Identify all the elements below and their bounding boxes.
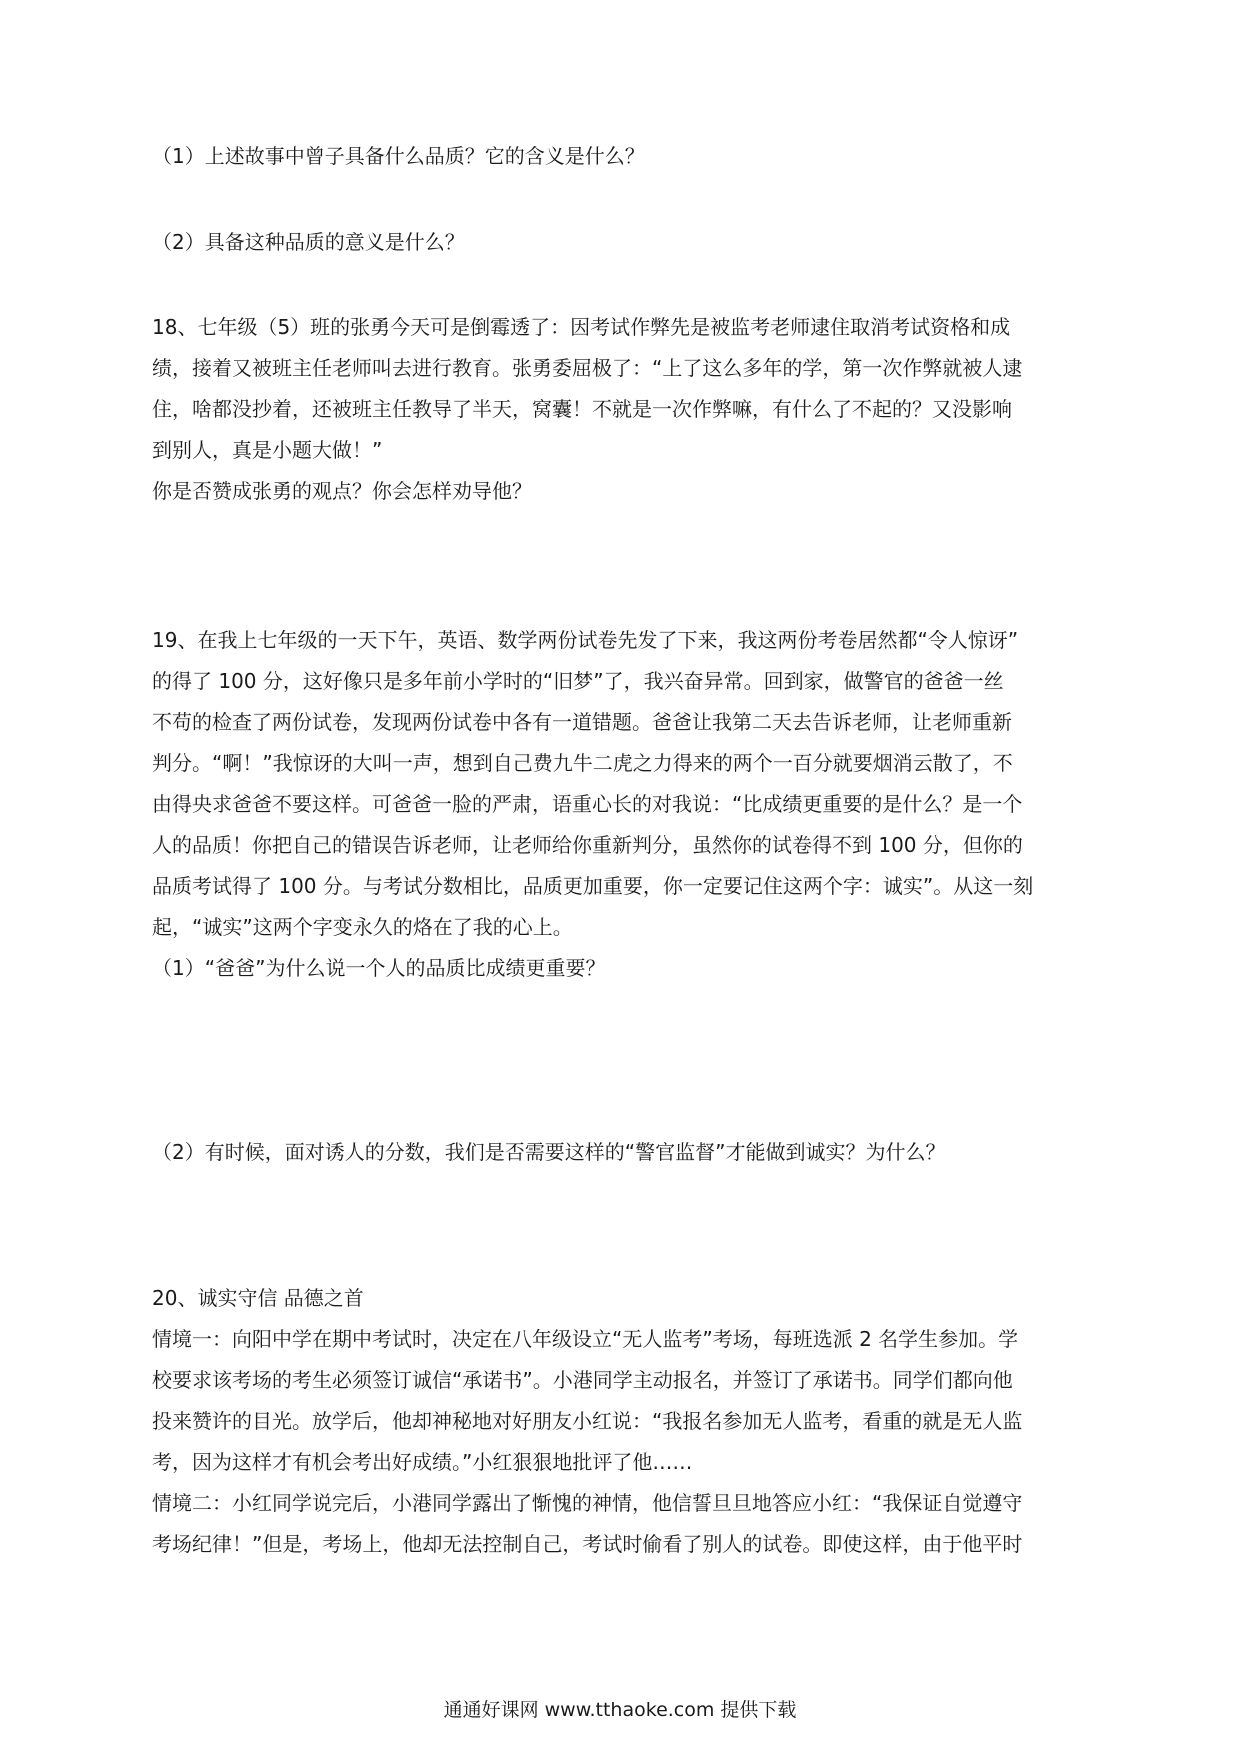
q19-line: 起，“诚实”这两个字变永久的烙在了我的心上。 (152, 915, 573, 939)
q19-passage (152, 620, 1102, 989)
q20-line: 考场纪律！”但是，考场上，他却无法控制自己，考试时偷看了别人的试卷。即使这样，由于他平时 (152, 1532, 1023, 1556)
q18-line: 18、七年级（5）班的张勇今天可是倒霉透了：因考试作弊先是被监考老师逮住取消考试资格和成 (152, 315, 1011, 339)
q20-title: 20、诚实守信 品德之首 (152, 1286, 364, 1310)
q19-line: 人的品质！你把自己的错误告诉老师，让老师给你重新判分，虽然你的试卷得不到 100 分，但你的 (152, 833, 1023, 857)
q17-subquestion-2: （2）具备这种品质的意义是什么？ (152, 230, 465, 254)
page-footer: 通通好课网 www.tthaoke.com 提供下载 (443, 1699, 797, 1721)
q19-line: 品质考试得了 100 分。与考试分数相比，品质更加重要，你一定要记住这两个字：诚实”。从这一刻 (152, 874, 1034, 898)
q20-line: 校要求该考场的考生必须签订诚信“承诺书”。小港同学主动报名，并签订了承诺书。同学们都向他 (152, 1368, 1013, 1392)
q20-line: 情境一：向阳中学在期中考试时，决定在八年级设立“无人监考”考场，每班选派 2 名学生参加。学 (152, 1327, 1019, 1351)
q20-passage (152, 1278, 1102, 1565)
q18-question: 你是否赞成张勇的观点？你会怎样劝导他？ (152, 479, 532, 503)
q19-subquestion-1: （1）“爸爸”为什么说一个人的品质比成绩更重要？ (152, 956, 606, 980)
q18-line: 到别人，真是小题大做！” (152, 438, 383, 462)
q19-line: 的得了 100 分，这好像只是多年前小学时的“旧梦”了，我兴奋异常。回到家，做警官的爸爸一丝 (152, 669, 1004, 693)
q19-line: 19、在我上七年级的一天下午，英语、数学两份试卷先发了下来，我这两份考卷居然都“令人惊讶” (152, 628, 1019, 652)
q20-line: 情境二：小红同学说完后，小港同学露出了惭愧的神情，他信誓旦旦地答应小红：“我保证自觉遵守 (152, 1491, 1023, 1515)
q19-line: 不苟的检查了两份试卷，发现两份试卷中各有一道错题。爸爸让我第二天去告诉老师，让老师重新 (152, 710, 1012, 734)
q19-line: 判分。“啊！”我惊讶的大叫一声，想到自己费九牛二虎之力得来的两个一百分就要烟消云散了，不 (152, 751, 1013, 775)
q17-subquestion-1: （1）上述故事中曾子具备什么品质？它的含义是什么？ (152, 144, 645, 168)
q20-line: 投来赞许的目光。放学后，他却神秘地对好朋友小红说：“我报名参加无人监考，看重的就是无人监 (152, 1409, 1023, 1433)
q18-line: 绩，接着又被班主任老师叫去进行教育。张勇委屈极了：“上了这么多年的学，第一次作弊就被人逮 (152, 356, 1023, 380)
q20-line: 考，因为这样才有机会考出好成绩。”小红狠狠地批评了他…… (152, 1450, 693, 1474)
q19-line: 由得央求爸爸不要这样。可爸爸一脸的严肃，语重心长的对我说：“比成绩更重要的是什么？是一个 (152, 792, 1023, 816)
q18-passage (152, 307, 1102, 512)
q18-line: 住，啥都没抄着，还被班主任教导了半天，窝囊！不就是一次作弊嘛，有什么了不起的？又没影响 (152, 397, 1012, 421)
q19-subquestion-2: （2）有时候，面对诱人的分数，我们是否需要这样的“警官监督”才能做到诚实？为什么？ (152, 1140, 946, 1164)
